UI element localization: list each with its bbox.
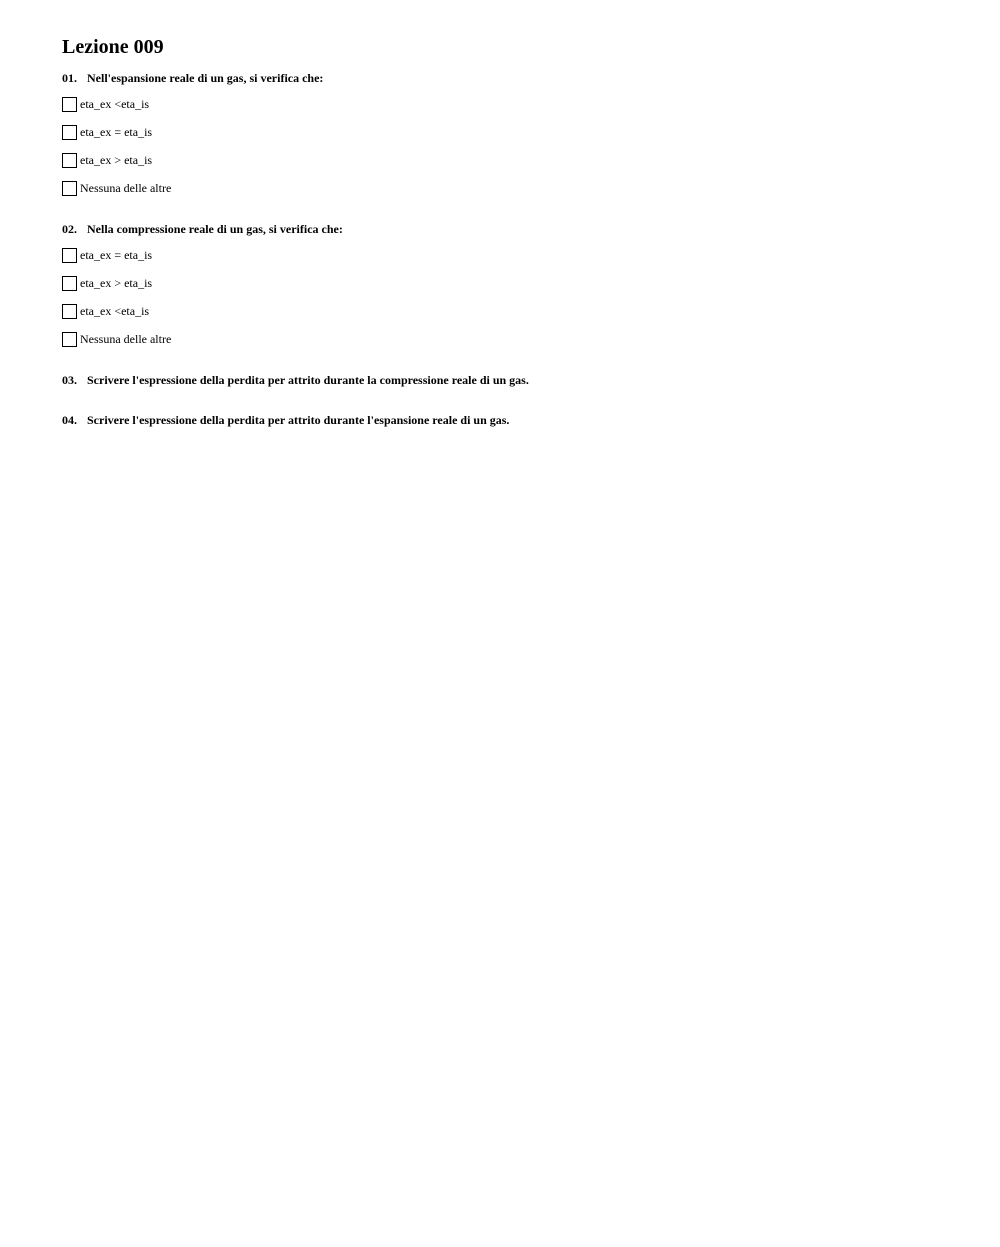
checkbox[interactable]: [62, 97, 77, 112]
option-label: eta_ex > eta_is: [80, 276, 153, 290]
checkbox[interactable]: [62, 125, 77, 140]
checkbox[interactable]: [62, 332, 77, 347]
q02-option-1[interactable]: [62, 248, 152, 263]
option-label: eta_ex <eta_is: [80, 304, 150, 318]
option-label: eta_ex = eta_is: [80, 248, 153, 262]
option-label: eta_ex <eta_is: [80, 97, 150, 111]
q02-option-3[interactable]: [62, 304, 149, 319]
checkbox[interactable]: [62, 304, 77, 319]
q01-option-2[interactable]: [62, 125, 152, 140]
option-label: eta_ex > eta_is: [80, 153, 153, 167]
question-04: [62, 412, 509, 428]
q01-option-1[interactable]: [62, 97, 149, 112]
question-02: [62, 221, 343, 237]
checkbox[interactable]: [62, 181, 77, 196]
question-number: 03.: [62, 373, 77, 387]
q02-option-4[interactable]: [62, 332, 171, 347]
question-text: Nella compressione reale di un gas, si verifica che:: [87, 222, 343, 236]
option-label: Nessuna delle altre: [80, 181, 172, 195]
checkbox[interactable]: [62, 248, 77, 263]
checkbox[interactable]: [62, 276, 77, 291]
q01-option-4[interactable]: [62, 181, 171, 196]
question-03: [62, 372, 529, 388]
page-title: Lezione 009: [62, 36, 164, 58]
question-number: 04.: [62, 413, 77, 427]
question-01: [62, 70, 323, 86]
question-number: 01.: [62, 71, 77, 85]
q01-option-3[interactable]: [62, 153, 152, 168]
question-number: 02.: [62, 222, 77, 236]
question-text: Nell'espansione reale di un gas, si verifica che:: [87, 71, 324, 85]
option-label: eta_ex = eta_is: [80, 125, 153, 139]
question-text: Scrivere l'espressione della perdita per attrito durante la compressione reale di un gas.: [87, 373, 529, 387]
checkbox[interactable]: [62, 153, 77, 168]
q02-option-2[interactable]: [62, 276, 152, 291]
option-label: Nessuna delle altre: [80, 332, 172, 346]
question-text: Scrivere l'espressione della perdita per attrito durante l'espansione reale di un gas.: [87, 413, 510, 427]
